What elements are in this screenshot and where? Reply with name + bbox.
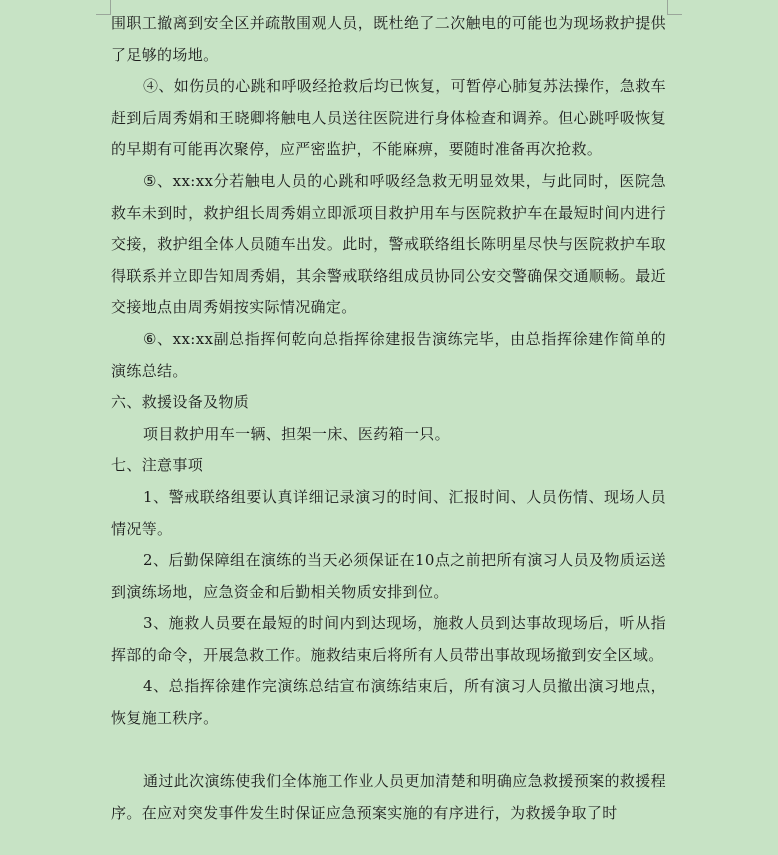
section-heading-equipment: 六、救援设备及物质: [111, 393, 250, 412]
section-heading-notes: 七、注意事项: [111, 456, 204, 475]
paragraph-note-4: 4、总指挥徐建作完演练总结宣布演练结束后，所有演习人员撤出演习地点，恢复施工秩序。: [111, 677, 666, 728]
paragraph-note-3: 3、施救人员要在最短的时间内到达现场，施救人员到达事故现场后，听从指挥部的命令，开展急救工作。施救结束后将所有人员带出事故现场撤到安全区域。: [111, 614, 666, 664]
paragraph-step-6: ⑥、xx:xx副总指挥何乾向总指挥徐建报告演练完毕，由总指挥徐建作简单的演练总结。: [111, 329, 666, 380]
paragraph-note-1: 1、警戒联络组要认真详细记录演习的时间、汇报时间、人员伤情、现场人员情况等。: [111, 487, 666, 538]
paragraph-note-2: 2、后勤保障组在演练的当天必须保证在10点之前把所有演习人员及物质运送到演练场地，应急资金和后勤相关物质安排到位。: [111, 551, 666, 601]
paragraph-continuation: 围职工撤离到安全区并疏散围观人员，既杜绝了二次触电的可能也为现场救护提供了足够的场地。: [111, 14, 666, 64]
blank-line: [111, 735, 666, 767]
document-body: [111, 8, 666, 829]
paragraph-step-4: ④、如伤员的心跳和呼吸经抢救后均已恢复，可暂停心肺复苏法操作，急救车赶到后周秀娟和王晓卿将触电人员送往医院进行身体检查和调养。但心跳呼吸恢复的早期有可能再次聚停，应严密监护，不能麻痹，要随时准备再次抢救。: [111, 77, 666, 159]
paragraph-step-5: ⑤、xx:xx分若触电人员的心跳和呼吸经急救无明显效果，与此同时，医院急救车未到时，救护组长周秀娟立即派项目救护用车与医院救护车在最短时间内进行交接，救护组全体人员随车出发。此时，警戒联络组长陈明星尽快与医院救护车取得联系并立即告知周秀娟，其余警戒联络组成员协同公安交警确保交通顺畅。最近交接地点由周秀娟按实际情况确定。: [111, 171, 666, 317]
paragraph-equipment-list: 项目救护用车一辆、担架一床、医药箱一只。: [143, 424, 451, 443]
paragraph-conclusion: 通过此次演练使我们全体施工作业人员更加清楚和明确应急救援预案的救援程序。在应对突发事件发生时保证应急预案实施的有序进行，为救援争取了时: [111, 772, 666, 822]
page-corner-mark-right: [667, 0, 682, 15]
page-corner-mark-left: [96, 0, 111, 15]
